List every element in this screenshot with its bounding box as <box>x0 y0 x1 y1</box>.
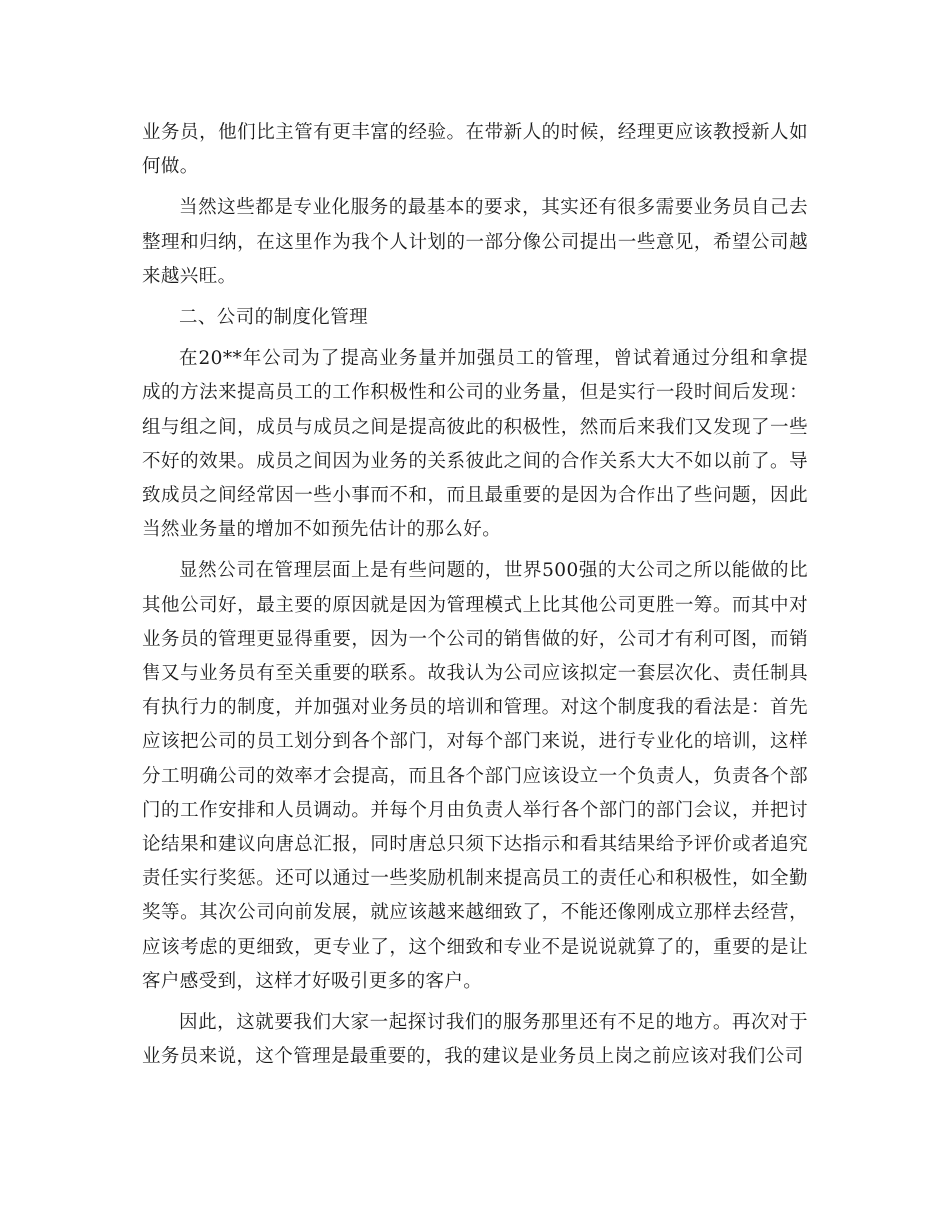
paragraph-management-problems: 显然公司在管理层面上是有些问题的，世界500强的大公司之所以能做的比其他公司好，最主要的原因就是因为管理模式上比其他公司更胜一筹。而其中对业务员的管理更显得重要，因为一个公司的销售做的好，公司才有利可图，而销售又与业务员有至关重要的联系。故我认为公司应该拟定一套层次化、责任制具有执行力的制度，并加强对业务员的培训和管理。对这个制度我的看法是：首先应该把公司的员工划分到各个部门，对每个部门来说，进行专业化的培训，这样分工明确公司的效率才会提高，而且各个部门应该设立一个负责人，负责各个部门的工作安排和人员调动。并每个月由负责人举行各个部门的部门会议，并把讨论结果和建议向唐总汇报，同时唐总只须下达指示和看其结果给予评价或者追究责任实行奖惩。还可以通过一些奖励机制来提高员工的责任心和积极性，如全勤奖等。其次公司向前发展，就应该越来越细致了，不能还像刚成立那样去经营，应该考虑的更细致，更专业了，这个细致和专业不是说说就算了的，重要的是让客户感受到，这样才好吸引更多的客户。 <box>142 560 808 992</box>
paragraph-service-shortcomings: 因此，这就要我们大家一起探讨我们的服务那里还有不足的地方。再次对于业务员来说，这个管理是最重要的，我的建议是业务员上岗之前应该对我们公司 <box>142 1012 808 1068</box>
paragraph-grouping-trial: 在20**年公司为了提高业务量并加强员工的管理，曾试着通过分组和拿提成的方法来提高员工的工作积极性和公司的业务量，但是实行一段时间后发现：组与组之间，成员与成员之间是提高彼此的积极性，然而后来我们又发现了一些不好的效果。成员之间因为业务的关系彼此之间的合作关系大大不如以前了。导致成员之间经常因一些小事而不和，而且最重要的是因为合作出了些问题，因此当然业务量的增加不如预先估计的那么好。 <box>142 348 808 541</box>
document-body <box>142 116 808 1081</box>
paragraph-service-requirements: 当然这些都是专业化服务的最基本的要求，其实还有很多需要业务员自己去整理和归纳，在这里作为我个人计划的一部分像公司提出一些意见，希望公司越来越兴旺。 <box>142 197 808 287</box>
section-heading-institutional-management: 二、公司的制度化管理 <box>179 307 369 329</box>
paragraph-continuation: 业务员，他们比主管有更丰富的经验。在带新人的时候，经理更应该教授新人如何做。 <box>142 122 808 178</box>
